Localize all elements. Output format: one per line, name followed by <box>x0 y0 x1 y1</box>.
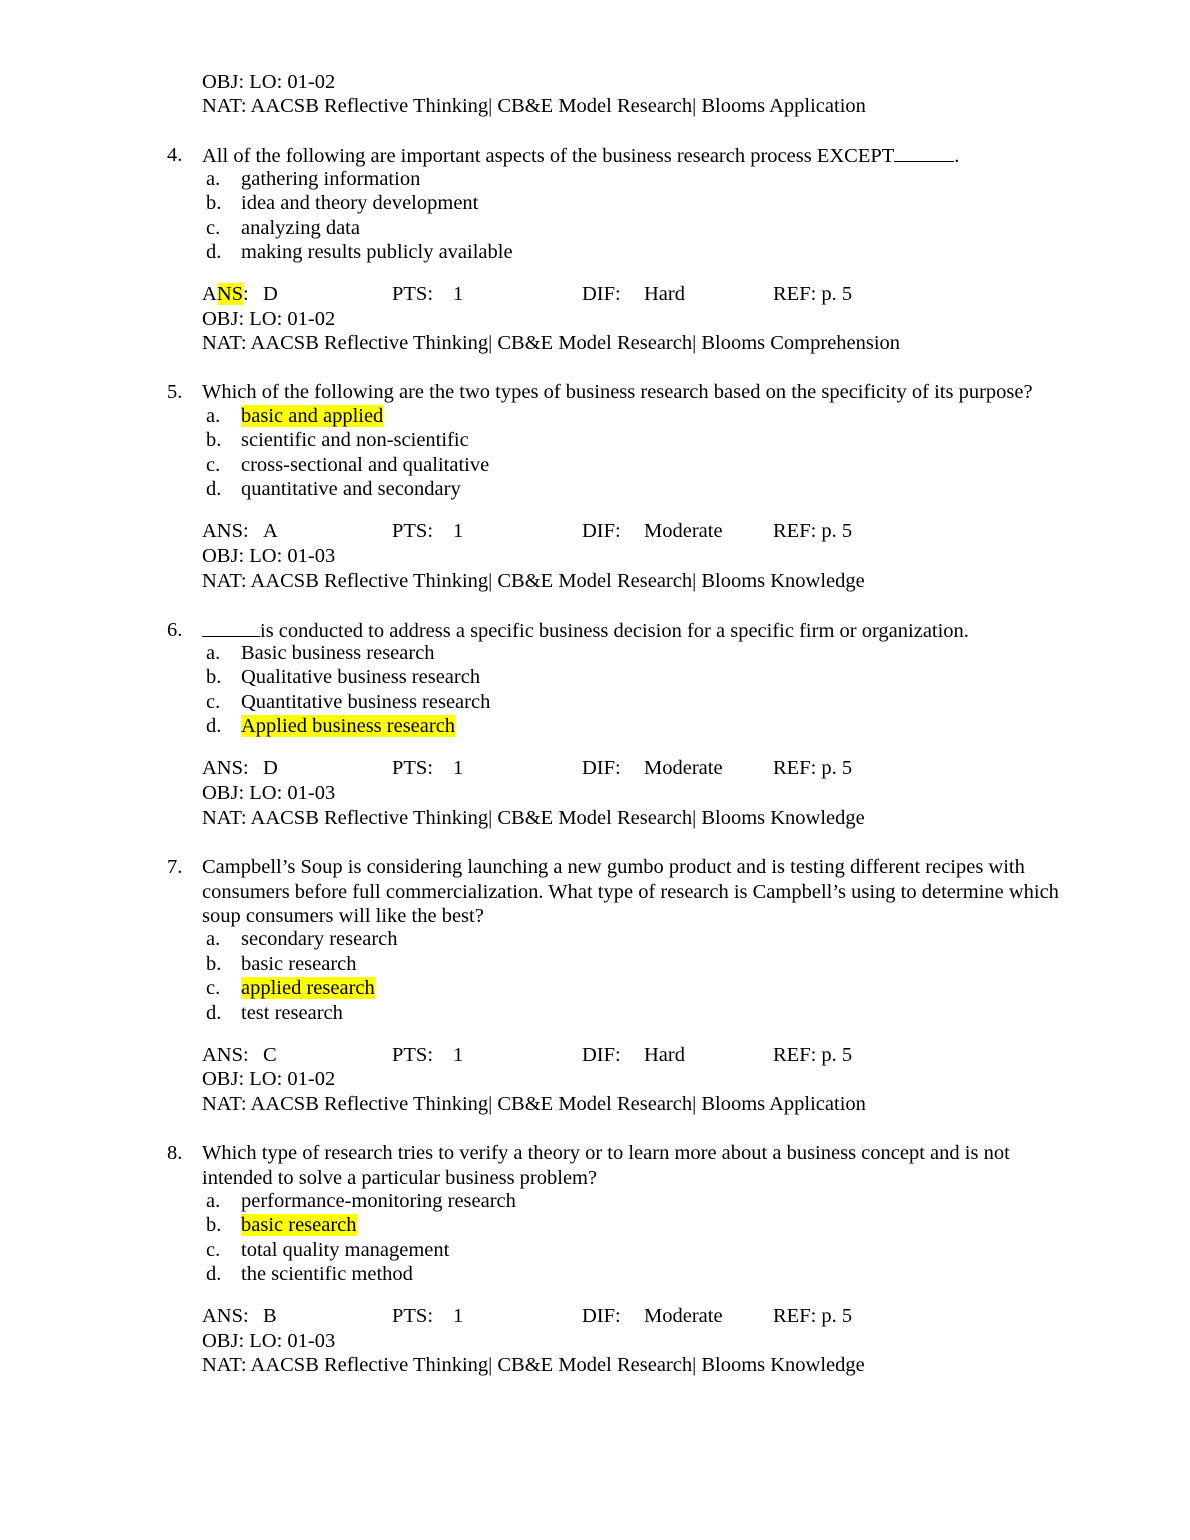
question-text-main: All of the following are important aspects of the business research process EXCEPT <box>202 145 895 167</box>
option-c <box>206 216 360 240</box>
option-d <box>206 240 513 264</box>
obj-line: OBJ: LO: 01-03 <box>202 782 336 804</box>
answer-meta <box>202 519 1102 543</box>
option-text: basic research <box>241 953 357 975</box>
option-c <box>206 690 490 714</box>
option-letter: b. <box>206 666 222 688</box>
question-text-end: . <box>954 145 960 167</box>
option-a <box>206 641 435 665</box>
option-letter: d. <box>206 715 222 737</box>
option-d <box>206 1001 343 1025</box>
option-a <box>206 167 420 191</box>
option-text: making results publicly available <box>241 241 513 263</box>
option-letter: c. <box>206 454 221 476</box>
ans-label: ANS: <box>202 757 249 779</box>
obj-line: OBJ: LO: 01-03 <box>202 545 336 567</box>
dif-value: Hard <box>644 283 685 305</box>
ref-value: REF: p. 5 <box>773 1044 853 1066</box>
option-letter: c. <box>206 217 221 239</box>
dif-label: DIF: <box>582 1044 621 1066</box>
option-text: Qualitative business research <box>241 666 481 688</box>
question-text-main: is conducted to address a specific business decision for a specific firm or organization. <box>260 620 969 642</box>
option-text: idea and theory development <box>241 192 479 214</box>
question-number: 6. <box>167 619 183 641</box>
pts-label: PTS: <box>392 757 434 779</box>
option-letter: b. <box>206 192 222 214</box>
answer-meta <box>202 282 1102 306</box>
option-text: gathering information <box>241 168 421 190</box>
question-text: Which of the following are the two types of business research based on the specificity of its purpose? <box>202 381 1033 403</box>
ref-value: REF: p. 5 <box>773 757 853 779</box>
ans-label: ANS: <box>202 1044 249 1066</box>
dif-value: Moderate <box>644 520 723 542</box>
ans-label: ANS: <box>202 520 249 542</box>
option-letter: a. <box>206 168 221 190</box>
pts-label: PTS: <box>392 283 434 305</box>
nat-line: NAT: AACSB Reflective Thinking| CB&E Model Research| Blooms Knowledge <box>202 570 865 592</box>
question-text <box>202 618 969 642</box>
question-text: Which type of research tries to verify a theory or to learn more about a business concept and is not intended to solve a particular business problem? <box>202 1142 1010 1189</box>
option-text: Basic business research <box>241 642 435 664</box>
answer-meta <box>202 1043 1102 1067</box>
option-text-correct: basic research <box>241 1214 357 1236</box>
option-text: quantitative and secondary <box>241 478 461 500</box>
option-c <box>206 453 489 477</box>
question-number: 7. <box>167 856 183 878</box>
option-a <box>206 404 383 428</box>
option-d <box>206 714 455 738</box>
option-letter: b. <box>206 429 222 451</box>
obj-line: OBJ: LO: 01-02 <box>202 1068 336 1090</box>
dif-value: Moderate <box>644 757 723 779</box>
option-text-correct: applied research <box>241 977 375 999</box>
pts-value: 1 <box>453 757 464 779</box>
dif-label: DIF: <box>582 283 621 305</box>
ans-label: ANS: <box>202 1305 249 1327</box>
option-letter: d. <box>206 478 222 500</box>
option-text: cross-sectional and qualitative <box>241 454 490 476</box>
option-b <box>206 191 478 215</box>
pts-label: PTS: <box>392 1305 434 1327</box>
option-letter: d. <box>206 241 222 263</box>
nat-line: NAT: AACSB Reflective Thinking| CB&E Model Research| Blooms Knowledge <box>202 1354 865 1376</box>
option-letter: c. <box>206 691 221 713</box>
option-a <box>206 927 398 951</box>
option-letter: c. <box>206 977 221 999</box>
option-letter: b. <box>206 1214 222 1236</box>
dif-label: DIF: <box>582 1305 621 1327</box>
option-text: secondary research <box>241 928 398 950</box>
option-text-correct: basic and applied <box>241 405 384 427</box>
ans-value: D <box>263 283 278 305</box>
option-letter: a. <box>206 405 221 427</box>
question-text <box>202 143 959 167</box>
option-letter: a. <box>206 1190 221 1212</box>
option-d <box>206 477 461 501</box>
option-letter: c. <box>206 1239 221 1261</box>
ans-value: C <box>263 1044 277 1066</box>
answer-meta <box>202 1304 1102 1328</box>
answer-blank <box>202 618 260 637</box>
pts-label: PTS: <box>392 520 434 542</box>
option-c <box>206 1238 449 1262</box>
ref-value: REF: p. 5 <box>773 520 853 542</box>
option-text: performance-monitoring research <box>241 1190 516 1212</box>
ref-value: REF: p. 5 <box>773 283 853 305</box>
pts-value: 1 <box>453 520 464 542</box>
option-b <box>206 1213 357 1237</box>
nat-line: NAT: AACSB Reflective Thinking| CB&E Model Research| Blooms Comprehension <box>202 332 901 354</box>
pts-label: PTS: <box>392 1044 434 1066</box>
option-text: analyzing data <box>241 217 360 239</box>
option-text: the scientific method <box>241 1263 413 1285</box>
top-obj: OBJ: LO: 01-02 <box>202 71 336 93</box>
ans-value: A <box>263 520 278 542</box>
option-text: Quantitative business research <box>241 691 491 713</box>
answer-blank <box>894 143 954 162</box>
option-letter: d. <box>206 1002 222 1024</box>
option-letter: b. <box>206 953 222 975</box>
option-letter: a. <box>206 642 221 664</box>
obj-line: OBJ: LO: 01-02 <box>202 308 336 330</box>
option-d <box>206 1262 413 1286</box>
ref-value: REF: p. 5 <box>773 1305 853 1327</box>
nat-line: NAT: AACSB Reflective Thinking| CB&E Model Research| Blooms Knowledge <box>202 807 865 829</box>
option-b <box>206 952 357 976</box>
pts-value: 1 <box>453 1044 464 1066</box>
question-text: Campbell’s Soup is considering launching a new gumbo product and is testing different recipes with consumers before full commercialization. What type of research is Campbell’s using to determine which soup consumers will like the best? <box>202 856 1059 927</box>
answer-meta <box>202 756 1102 780</box>
pts-value: 1 <box>453 1305 464 1327</box>
option-letter: a. <box>206 928 221 950</box>
ans-value: B <box>263 1305 277 1327</box>
obj-line: OBJ: LO: 01-03 <box>202 1330 336 1352</box>
question-number: 4. <box>167 144 183 166</box>
question-number: 8. <box>167 1142 183 1164</box>
dif-label: DIF: <box>582 520 621 542</box>
option-b <box>206 665 480 689</box>
option-b <box>206 428 469 452</box>
dif-value: Moderate <box>644 1305 723 1327</box>
question-number: 5. <box>167 381 183 403</box>
option-text: test research <box>241 1002 343 1024</box>
option-a <box>206 1189 516 1213</box>
option-c <box>206 976 375 1000</box>
option-text: total quality management <box>241 1239 450 1261</box>
ans-label: ANS: <box>202 283 249 305</box>
dif-value: Hard <box>644 1044 685 1066</box>
ans-value: D <box>263 757 278 779</box>
option-text: scientific and non-scientific <box>241 429 469 451</box>
top-nat: NAT: AACSB Reflective Thinking| CB&E Model Research| Blooms Application <box>202 95 866 117</box>
dif-label: DIF: <box>582 757 621 779</box>
option-text-correct: Applied business research <box>241 715 456 737</box>
option-letter: d. <box>206 1263 222 1285</box>
nat-line: NAT: AACSB Reflective Thinking| CB&E Model Research| Blooms Application <box>202 1093 866 1115</box>
pts-value: 1 <box>453 283 464 305</box>
